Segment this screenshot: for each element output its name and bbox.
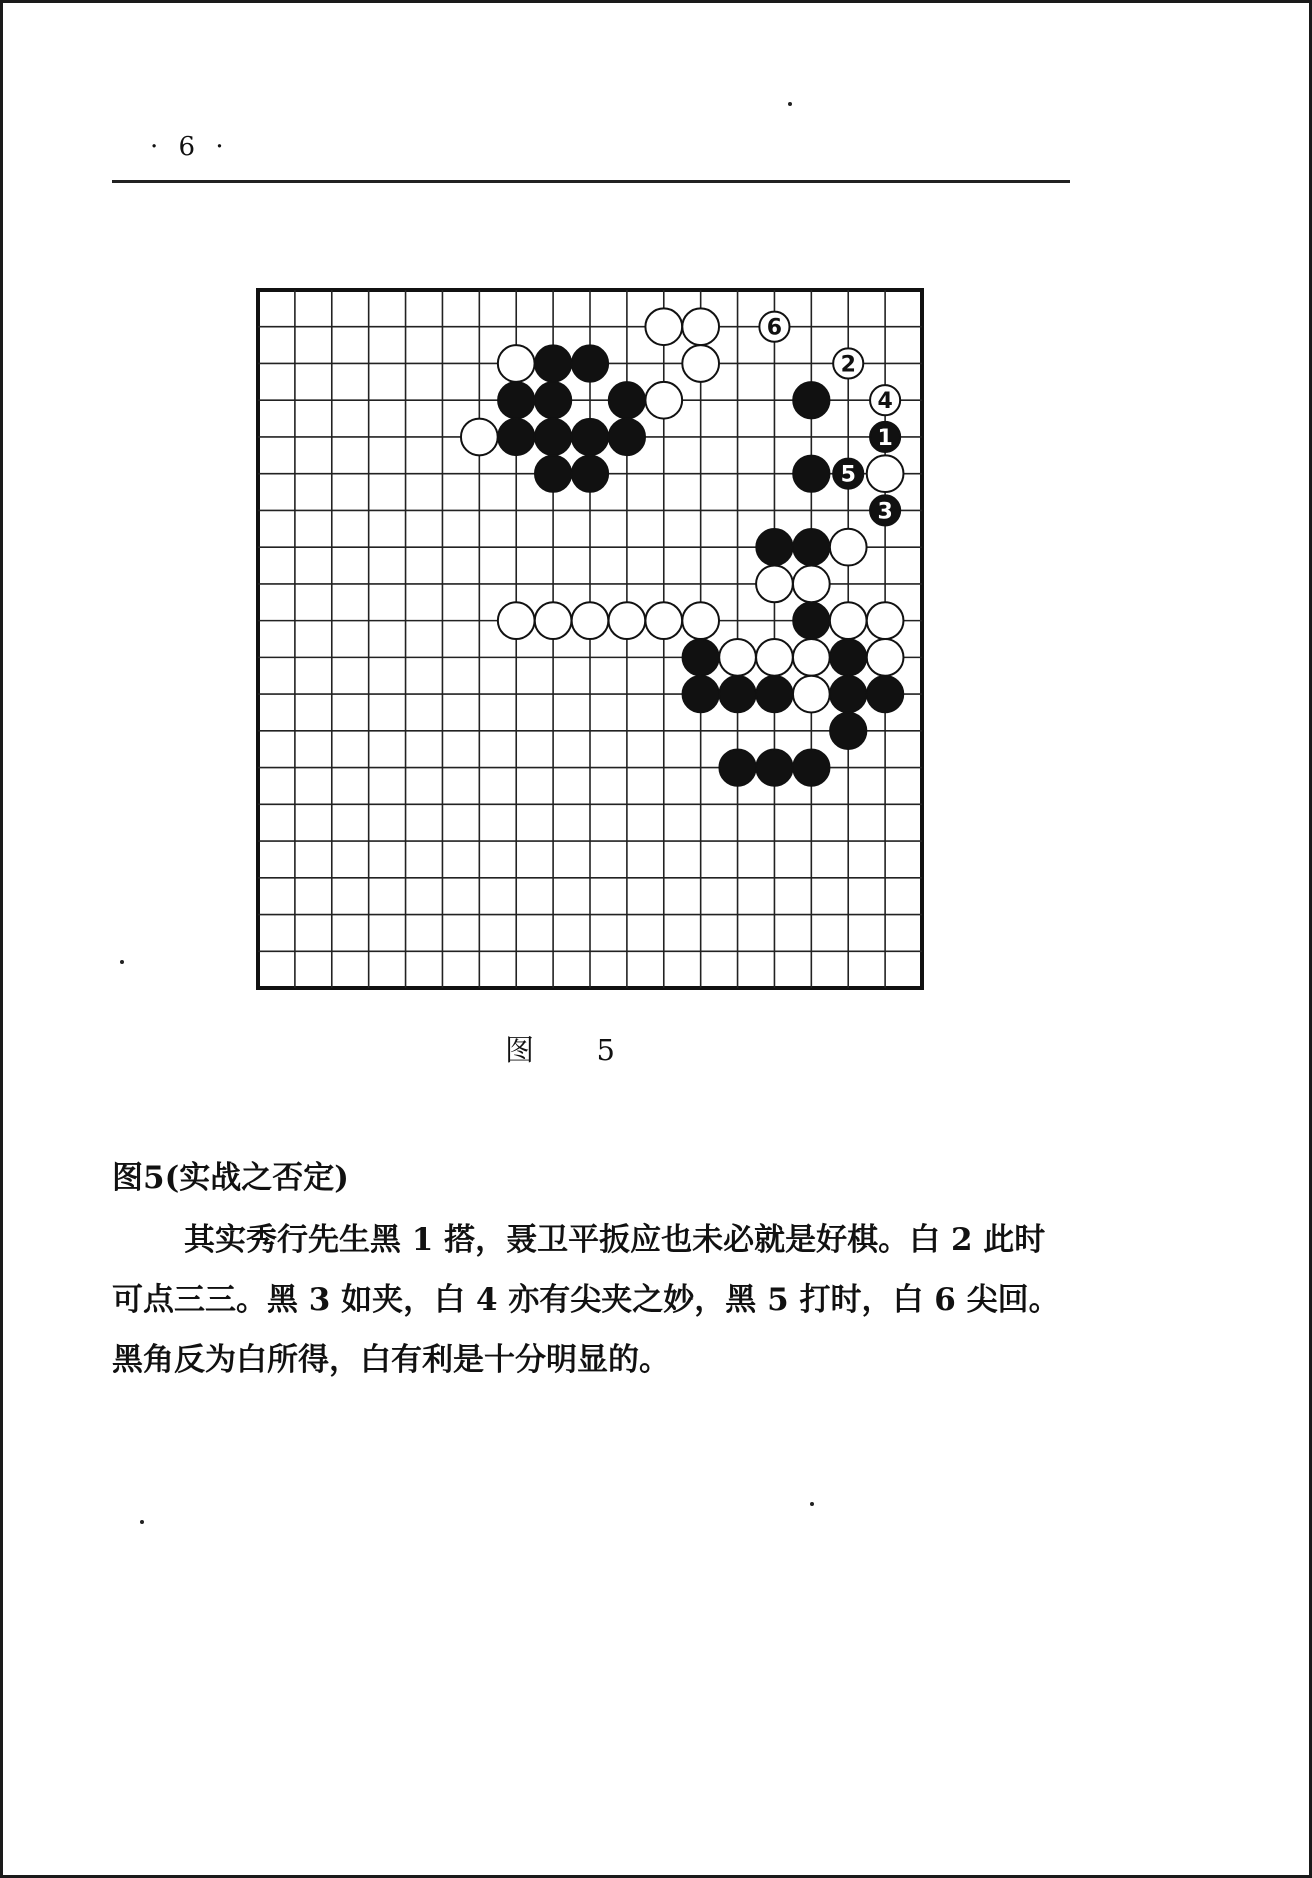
white-stone (498, 345, 535, 382)
black-stone (572, 455, 609, 492)
white-stone (830, 602, 867, 639)
black-stone (535, 419, 572, 456)
black-stone (867, 676, 904, 713)
white-stone (867, 602, 904, 639)
black-stone (719, 676, 756, 713)
black-stone (609, 419, 646, 456)
black-stone (498, 382, 535, 419)
black-stone (830, 639, 867, 676)
figure-caption-number: 5 (596, 1033, 615, 1067)
black-stone (572, 345, 609, 382)
black-stone (793, 455, 830, 492)
white-stone (756, 639, 793, 676)
black-stone (756, 529, 793, 566)
move-number-1: 1 (877, 425, 893, 451)
white-stone (461, 419, 498, 456)
white-stone (793, 566, 830, 603)
white-stone (867, 639, 904, 676)
white-stone (535, 602, 572, 639)
move-number-3: 3 (877, 499, 893, 525)
white-stone (645, 382, 682, 419)
black-stone (756, 676, 793, 713)
black-stone (793, 602, 830, 639)
white-stone (645, 308, 682, 345)
white-stone (572, 602, 609, 639)
black-stone (609, 382, 646, 419)
white-stone (793, 639, 830, 676)
black-stone (830, 676, 867, 713)
white-stone (793, 676, 830, 713)
black-stone (793, 529, 830, 566)
figure-caption-prefix: 图 (505, 1033, 535, 1067)
black-stone (793, 382, 830, 419)
black-stone (756, 749, 793, 786)
white-stone (498, 602, 535, 639)
move-number-5: 5 (840, 462, 856, 488)
black-stone (830, 712, 867, 749)
scan-speck (810, 1502, 814, 1506)
white-stone (645, 602, 682, 639)
white-stone (682, 345, 719, 382)
black-stone (682, 676, 719, 713)
black-stone (719, 749, 756, 786)
commentary-paragraph: 其实秀行先生黑 1 搭，聂卫平扳应也未必就是好棋。白 2 此时可点三三。黑 3 如夹，白 4 亦有尖夹之妙，黑 5 打时，白 6 尖回。黑角反为白所得，白有利是十分明显的。 (112, 1222, 1060, 1378)
header-rule (112, 180, 1070, 183)
black-stone (682, 639, 719, 676)
white-stone (867, 455, 904, 492)
go-board-figure (254, 286, 926, 992)
black-stone (535, 455, 572, 492)
black-stone (793, 749, 830, 786)
black-stone (498, 419, 535, 456)
black-stone (572, 419, 609, 456)
move-number-6: 6 (766, 315, 783, 341)
white-stone (609, 602, 646, 639)
move-number-2: 2 (840, 352, 856, 378)
white-stone (719, 639, 756, 676)
go-board (254, 286, 926, 992)
white-stone (756, 566, 793, 603)
scan-speck (140, 1520, 144, 1524)
white-stone (830, 529, 867, 566)
black-stone (535, 345, 572, 382)
page-number: · 6 · (150, 132, 230, 162)
white-stone (682, 308, 719, 345)
scan-speck (120, 960, 124, 964)
figure-caption (0, 1028, 1120, 1069)
move-number-4: 4 (877, 389, 893, 415)
section-title: 图5(实战之否定) (112, 1160, 349, 1196)
white-stone (682, 602, 719, 639)
black-stone (535, 382, 572, 419)
scan-speck (788, 102, 792, 106)
